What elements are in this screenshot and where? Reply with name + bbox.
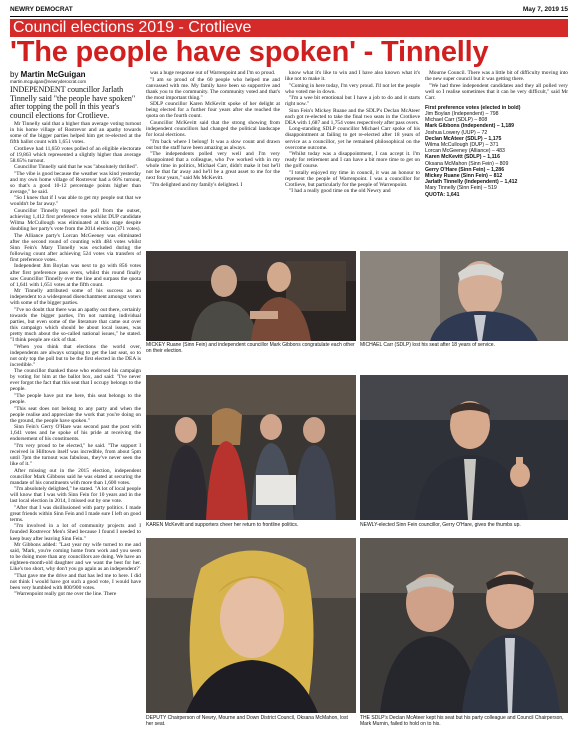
col3-paragraph: know what it's like to win and I have also known what it's like not to make it. xyxy=(285,70,420,83)
results-row: Mark Gibbons (Independent) – 1,189 xyxy=(425,123,515,130)
col1-paragraph: "The people have put me here, this seat belongs to the people. xyxy=(10,392,141,405)
byline xyxy=(10,70,141,79)
photo-karen-mckevitt xyxy=(146,375,356,520)
col1-paragraph: The Alliance party's Lorcan McGeeney was eliminated after the second round of counting with 484 votes whilst Sinn Fein's Mary Tinnelly was excluded during the following count after achieving 524 votes via transfers of first preference votes. xyxy=(10,232,141,263)
col1-paragraph: Mr Tinnelly attributed some of his success as an independent to a widespread disenchantment amongst voters with some of the bigger parties. xyxy=(10,288,141,307)
col4-paragraph: "We had three independent candidates and they all polled very well so I realise sometimes that it can be very difficult," said Mr Carr. xyxy=(425,82,568,101)
col1-paragraph: Mr Tinnelly said that a higher than average voting turnout in his home village of Rostrevor and an apathy towards some of the bigger parties helped him get re-elected at the fifth ballot count with 1,651 votes. xyxy=(10,120,141,146)
section-banner: Council elections 2019 - Crotlieve xyxy=(10,19,568,37)
col3-paragraph: "I had a really good time on the old Newry and xyxy=(289,188,391,195)
photo-ruane-gibbons xyxy=(146,251,356,341)
results-row: Jarlath Tinnelly (Independent) – 1,412 xyxy=(425,179,518,186)
col1-paragraph: "I'm involved in a lot of community projects and I founded Rostrevor Men's Shed because I found I needed to keep busy after leaving Sinn Fein." xyxy=(10,523,141,542)
col1-paragraph: Independent Jim Boylan was next to go with 856 votes after first preference pass overs, whilst this round finally saw Councillor Tinnelly over the line and surpass the quota of 1,641 with 1,651 votes at the fifth count. xyxy=(10,263,141,288)
caption-photo-2: MICHAEL Carr (SDLP) lost his seat after 18 years of service. xyxy=(360,342,495,348)
col1-paragraph: "That gave me the drive and that has led me to here. I did not think I would have got such a good vote, I would have been very humbled with 800/900 votes. xyxy=(10,572,141,591)
col1-paragraph: "After that I was disillusioned with party politics. I made great friends within Sinn Fein and I made sure I left on good terms. xyxy=(10,504,141,523)
col1-paragraph: Councillor Tinnelly said that he was "absolutely thrilled". xyxy=(14,164,139,171)
col2-paragraph: "I'm back where I belong! It was a slow count and drawn out but the staff have been amazing as always. xyxy=(146,138,280,151)
photo-michael-carr xyxy=(360,251,568,341)
results-row: Joshua Lowery (UUP) – 72 xyxy=(425,129,488,136)
col1-paragraph: "When you think that elections the world over, independents are always scraping to get the last seat, so to not only top the poll but to be the first elected in the DEA is incredible." xyxy=(10,343,141,368)
col2-paragraph: SDLP councillor Karen McKevitt spoke of her delight at being elected for a further four years after she reached the quota on the fourth count. xyxy=(146,101,280,120)
col1-paragraph: INDEPENDENT councillor Jarlath Tinnelly said "the people have spoken" after topping the poll in this year's council elections for Crotlieve. xyxy=(10,85,136,120)
results-box xyxy=(425,105,568,198)
col1-paragraph: "I've no doubt that there was an apathy out there, certainly towards the bigger parties, I'm not naming individual parties, but even some of the literature that came out over this campaign which should be about local issues, was pretty much about the so-called national issues," he stated. "I think people are sick of that. xyxy=(10,306,141,344)
column-2-body xyxy=(146,70,280,188)
col1-paragraph: After missing out in the 2015 election, independent councillor Mark Gibbons said he was elated at securing the mandate of his constituents with more than 1,600 votes. xyxy=(10,467,141,486)
results-row: Mary Tinnelly (Sinn Fein) – 519 xyxy=(425,185,497,192)
col2-paragraph: "I'm delighted and my family's delighted. I xyxy=(150,181,243,188)
col1-paragraph: "So I knew that if I was able to get my people out that we wouldn't be far away." xyxy=(10,195,141,208)
results-row: Oksana McMahon (Sinn Fein) – 809 xyxy=(425,160,509,167)
results-row: Lorcan McGeeney (Alliance) – 483 xyxy=(425,148,505,155)
col1-paragraph: Councillor Tinnelly topped the poll from the outset, achieving 1,412 first preference votes whilst DUP candidate Wilma McCullough was eliminated at this stage despite doubling her party's vote from the 2014 election (371 votes). xyxy=(10,208,141,233)
results-title: First preference votes (elected in bold) xyxy=(425,104,521,111)
headline: 'The people have spoken' - Tinnelly xyxy=(10,36,489,68)
article-column-1 xyxy=(10,70,141,732)
col3-paragraph: "I totally enjoyed my time in council, it was an honour to represent the people of Warrenpoint. I was a councillor for Crotlieve, but particularly for the people of Warrenpoint. xyxy=(285,169,420,188)
col3-paragraph: "Whilst today was a disappointment, I can accept it. I'm ready for retirement and I can have a bit more time to get on the golf course. xyxy=(285,151,420,170)
col3-paragraph: Sinn Fein's Mickey Ruane and the SDLP's Declan McAteer each got re-elected to take the final two seats in the Crotlieve DEA with 1,687 and 1,754 votes respectively after pass overs. xyxy=(285,107,420,126)
col3-paragraph: Long-standing SDLP councillor Michael Carr spoke of his disappointment at failing to get re-elected after 18 years of service as a councillor, yet he remained philosophical on the overcome outcome. xyxy=(285,126,420,151)
col1-paragraph: Mr Gibbons added: "Last year my wife turned to me and said, 'Mark, you're coming home from work and you seem to be doing more than any councillors are doing. We have an eighteen-month-old daughter and we want the best for her. Like's too short, why don't you go again as an independent?' xyxy=(10,542,141,573)
results-row: Mickey Ruane (Sinn Fein) – 812 xyxy=(425,172,503,179)
caption-photo-4: NEWLY-elected Sinn Fein councillor, Gerry O'Hare, gives the thumbs up. xyxy=(360,522,521,528)
newspaper-name: NEWRY DEMOCRAT xyxy=(10,6,73,13)
col1-paragraph: "This seat does not belong to any party and when the people realise and appreciate the work that you're doing on the ground, the people have spoken." xyxy=(10,405,141,424)
col1-paragraph: "I'm absolutely delighted," he stated. "A lot of local people will know that I was with Sinn Fein for 10 years and in the last local election in 2014, I missed out by one vote. xyxy=(10,486,141,505)
results-list xyxy=(425,111,568,198)
header-rule xyxy=(10,16,568,17)
col1-paragraph: Crotlieve had 11,650 votes polled of an eligible electorate of 19,863 which represented a slightly higher than average 58.65% turnout. xyxy=(10,145,141,164)
caption-photo-1: MICKEY Ruane (Sinn Fein) and independent councillor Mark Gibbons congratulate each other on their election. xyxy=(146,342,355,354)
results-row: Karen McKevitt (SDLP) – 1,116 xyxy=(425,154,500,161)
col4-paragraph: Mourne Council. There was a little bit of difficulty moving into the new super council but it was getting there. xyxy=(425,70,568,83)
col1-paragraph: "Warrenpoint really got me over the line. There xyxy=(14,591,117,598)
page-header xyxy=(10,5,568,17)
results-row: QUOTA: 1,641 xyxy=(425,191,460,198)
byline-email: martin.mcguigan@newryderocrat.com xyxy=(10,79,87,84)
results-row: Gerry O'Hare (Sinn Fein) – 1,286 xyxy=(425,166,505,173)
col1-paragraph: The councillor thanked those who endorsed his campaign by voting for him at the ballot box, and said: "I've never ever forgot the fact that this seat that I occupy belongs to the people. xyxy=(10,368,141,393)
byline-prefix: by xyxy=(10,70,21,79)
col3-paragraph: "I'm a wee bit emotional but I have a job to do and it starts right now." xyxy=(285,95,420,108)
photo-oksana-mcmahon xyxy=(146,538,356,713)
col2-paragraph: "The independents polled very well and I'm very disappointed that a colleague, who I've worked with in my whole time in politics, Michael Carr, didn't make it but he'll not be that far away and he'll be a great asset to me for the next four years," said Ms McKevitt. xyxy=(146,151,280,182)
col2-paragraph: "I am so proud of the 60 people who helped me and canvassed with me. My family have been so supportive and thank you to the community. The community voted and that's the most important thing." xyxy=(146,76,280,101)
photo-declan-mcateer xyxy=(360,538,568,713)
col1-paragraph: Sinn Fein's Gerry O'Hare was second past the post with 1,641 votes and he spoke of his pride at receiving the endorsement of his constituents. xyxy=(10,424,141,443)
col2-paragraph: Councillor McKevitt said that the strong showing from independent councillors had changed the political landscape for local elections. xyxy=(146,119,280,138)
column-4-body xyxy=(425,70,568,101)
col3-paragraph: "Coming in here today, I'm very proud. I'll not let the people who voted me in down. xyxy=(285,82,420,95)
column-3-body xyxy=(285,70,420,194)
results-row: Declan McAteer (SDLP) – 1,175 xyxy=(425,135,502,142)
column-1-body xyxy=(10,86,141,597)
col1-paragraph: "I'm very proud to be elected," he said. "The support I received in Hilltown itself was incredible, from about 5pm until 7pm the turnout was fabulous, they've never seen the like of it." xyxy=(10,442,141,467)
col2-paragraph: was a huge response out of Warrenpoint and I'm so proud. xyxy=(150,70,276,76)
photo-gerry-ohare xyxy=(360,375,568,520)
results-row: Wilma McCullough (DUP) – 371 xyxy=(425,141,499,148)
article-column-3 xyxy=(285,70,420,250)
article-column-2 xyxy=(146,70,280,250)
results-row: Jim Boylan (Independent) – 798 xyxy=(425,110,499,117)
caption-photo-5: DEPUTY Chairperson of Newry, Mourne and Down District Council, Oksana McMahon, lost her seat. xyxy=(146,715,348,727)
caption-photo-3: KAREN McKevitt and supporters cheer her return to frontline politics. xyxy=(146,522,299,528)
article-column-4 xyxy=(425,70,568,250)
col1-paragraph: "The vibe is good because the weather was kind yesterday and my own home village of Rostrevor had a 66% turnout, so that's a good 10-12 percentage points higher than average," he said. xyxy=(10,170,141,195)
page-date: May 7, 2019 15 xyxy=(522,6,568,13)
byline-author: Martin McGuigan xyxy=(20,70,86,79)
results-row: Michael Carr (SDLP) – 808 xyxy=(425,117,488,124)
caption-photo-6: THE SDLP's Declan McAteer kept his seat but his party colleague and Council Chairperson, Mark Murnin, failed to hold on to his. xyxy=(360,715,564,727)
